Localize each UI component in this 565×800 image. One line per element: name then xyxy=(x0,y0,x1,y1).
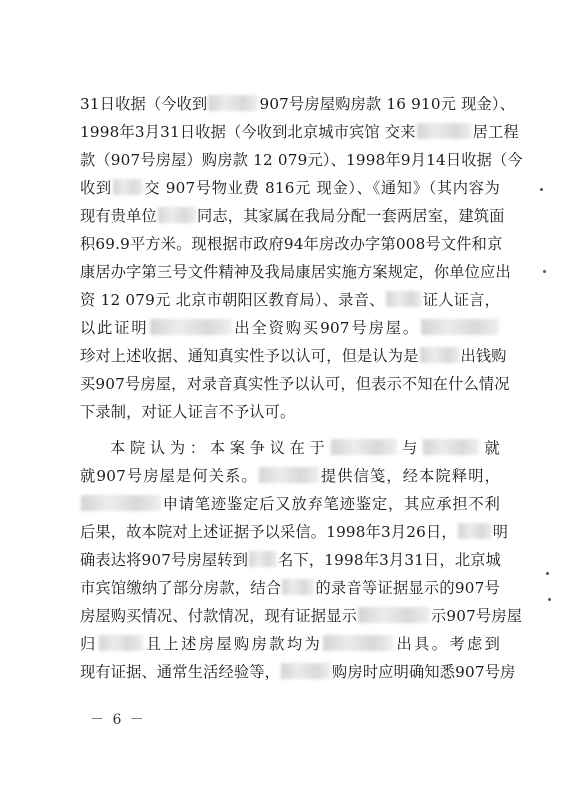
text-segment: 31日收据（今收到 xyxy=(80,95,208,113)
text-segment: 出钱购 xyxy=(460,347,507,365)
redaction-block xyxy=(421,319,499,335)
text-segment: 就 xyxy=(480,439,501,457)
redaction-block xyxy=(420,347,460,363)
text-segment: 现有证据、通常生活经验等， xyxy=(80,663,281,681)
text-segment: 后果，故本院对上述证据予以采信。1998年3月26日， xyxy=(80,523,457,541)
text-segment: 确表达将907号房屋转到 xyxy=(80,551,249,569)
redaction-block xyxy=(158,207,196,223)
text-segment: 购房时应明确知悉907号房 xyxy=(332,663,516,681)
text-line xyxy=(80,604,523,628)
text-line xyxy=(110,436,500,460)
text-line xyxy=(80,288,500,312)
redaction-block xyxy=(81,495,161,511)
redaction-block xyxy=(458,523,492,539)
text-line xyxy=(80,520,509,544)
text-segment: 交 907号物业费 816元 现金）、《通知》（其内容为 xyxy=(143,179,500,197)
text-segment: 名下，1998年3月31日，北京城 xyxy=(278,551,501,569)
margin-dot xyxy=(540,188,543,191)
text-segment: 且上述房屋购房款均为 xyxy=(143,635,323,653)
text-line xyxy=(80,344,507,368)
text-line xyxy=(80,148,523,172)
text-line xyxy=(80,372,510,396)
text-line xyxy=(80,632,500,656)
margin-dot xyxy=(548,598,551,601)
text-segment: 款（907号房屋）购房款 12 079元）、1998年9月14日收据（今 xyxy=(80,151,523,169)
redaction-block xyxy=(150,319,232,335)
text-segment: 房屋购买情况、付款情况，现有证据显示 xyxy=(80,607,357,625)
margin-dot xyxy=(543,270,546,273)
redaction-block xyxy=(282,579,314,595)
text-line xyxy=(80,660,516,684)
redaction-block xyxy=(208,95,258,111)
redaction-block xyxy=(113,179,143,195)
text-line xyxy=(80,232,503,256)
redaction-block xyxy=(259,467,319,483)
text-line xyxy=(80,492,500,516)
text-segment: 同志，其家属在我局分配一套两居室，建筑面 xyxy=(196,207,505,225)
text-line xyxy=(80,316,500,340)
text-segment: 出全资购买907号房屋。 xyxy=(232,319,420,337)
text-segment: 明 xyxy=(492,523,509,541)
text-segment: 积69.9平方米。现根据市政府94年房改办字第008号文件和京 xyxy=(80,235,503,253)
text-line xyxy=(80,548,500,572)
redaction-block xyxy=(417,123,472,139)
text-segment: 示907号房屋 xyxy=(430,607,523,625)
text-segment: 买907号房屋，对录音真实性予以认可，但表示不知在什么情况 xyxy=(80,375,510,393)
text-segment: 与 xyxy=(397,439,423,457)
text-segment: 提供信笺，经本院释明， xyxy=(319,467,501,485)
text-segment: 资 12 079元 北京市朝阳区教育局）、录音、 xyxy=(80,291,385,309)
text-line xyxy=(80,204,505,228)
text-segment: 以此证明 xyxy=(80,319,149,337)
redaction-block xyxy=(423,439,479,455)
text-line xyxy=(80,260,511,284)
redaction-block xyxy=(249,551,277,567)
text-segment: 申请笔迹鉴定后又放弃笔迹鉴定，其应承担不利 xyxy=(162,495,500,513)
text-segment: 本院认为：本案争议在于 xyxy=(110,439,330,457)
text-segment: 现有贵单位 xyxy=(80,207,157,225)
text-segment: 就907号房屋是何关系。 xyxy=(80,467,258,485)
text-segment: 居工程 xyxy=(472,123,519,141)
text-segment: 的录音等证据显示的907号 xyxy=(315,579,500,597)
text-segment: 市宾馆缴纳了部分房款，结合 xyxy=(80,579,282,597)
text-segment: 康居办字第三号文件精神及我局康居实施方案规定，你单位应出 xyxy=(80,263,511,281)
text-segment: 下录制，对证人证言不予认可。 xyxy=(80,403,296,421)
text-segment: 收到 xyxy=(80,179,112,197)
redaction-block xyxy=(386,291,422,307)
text-segment: 907号房屋购房款 16 910元 现金）、 xyxy=(259,95,516,113)
text-segment: 证人证言， xyxy=(422,291,501,309)
text-segment: 归 xyxy=(80,635,98,653)
redaction-block xyxy=(323,635,393,651)
text-line xyxy=(80,92,516,116)
text-segment: 出具。考虑到 xyxy=(394,635,501,653)
redaction-block xyxy=(331,439,397,455)
text-segment: 1998年3月31日收据（今收到北京城市宾馆 交来 xyxy=(80,123,416,141)
text-segment: 珍对上述收据、通知真实性予以认可，但是认为是 xyxy=(80,347,419,365)
redaction-block xyxy=(358,607,430,623)
text-line xyxy=(80,464,500,488)
text-line xyxy=(80,120,519,144)
text-line xyxy=(80,176,500,200)
text-line xyxy=(80,400,500,424)
redaction-block xyxy=(99,635,143,651)
margin-dot xyxy=(546,572,549,575)
text-line xyxy=(80,576,500,600)
redaction-block xyxy=(281,663,331,679)
page-number: － 6 － xyxy=(90,712,146,728)
